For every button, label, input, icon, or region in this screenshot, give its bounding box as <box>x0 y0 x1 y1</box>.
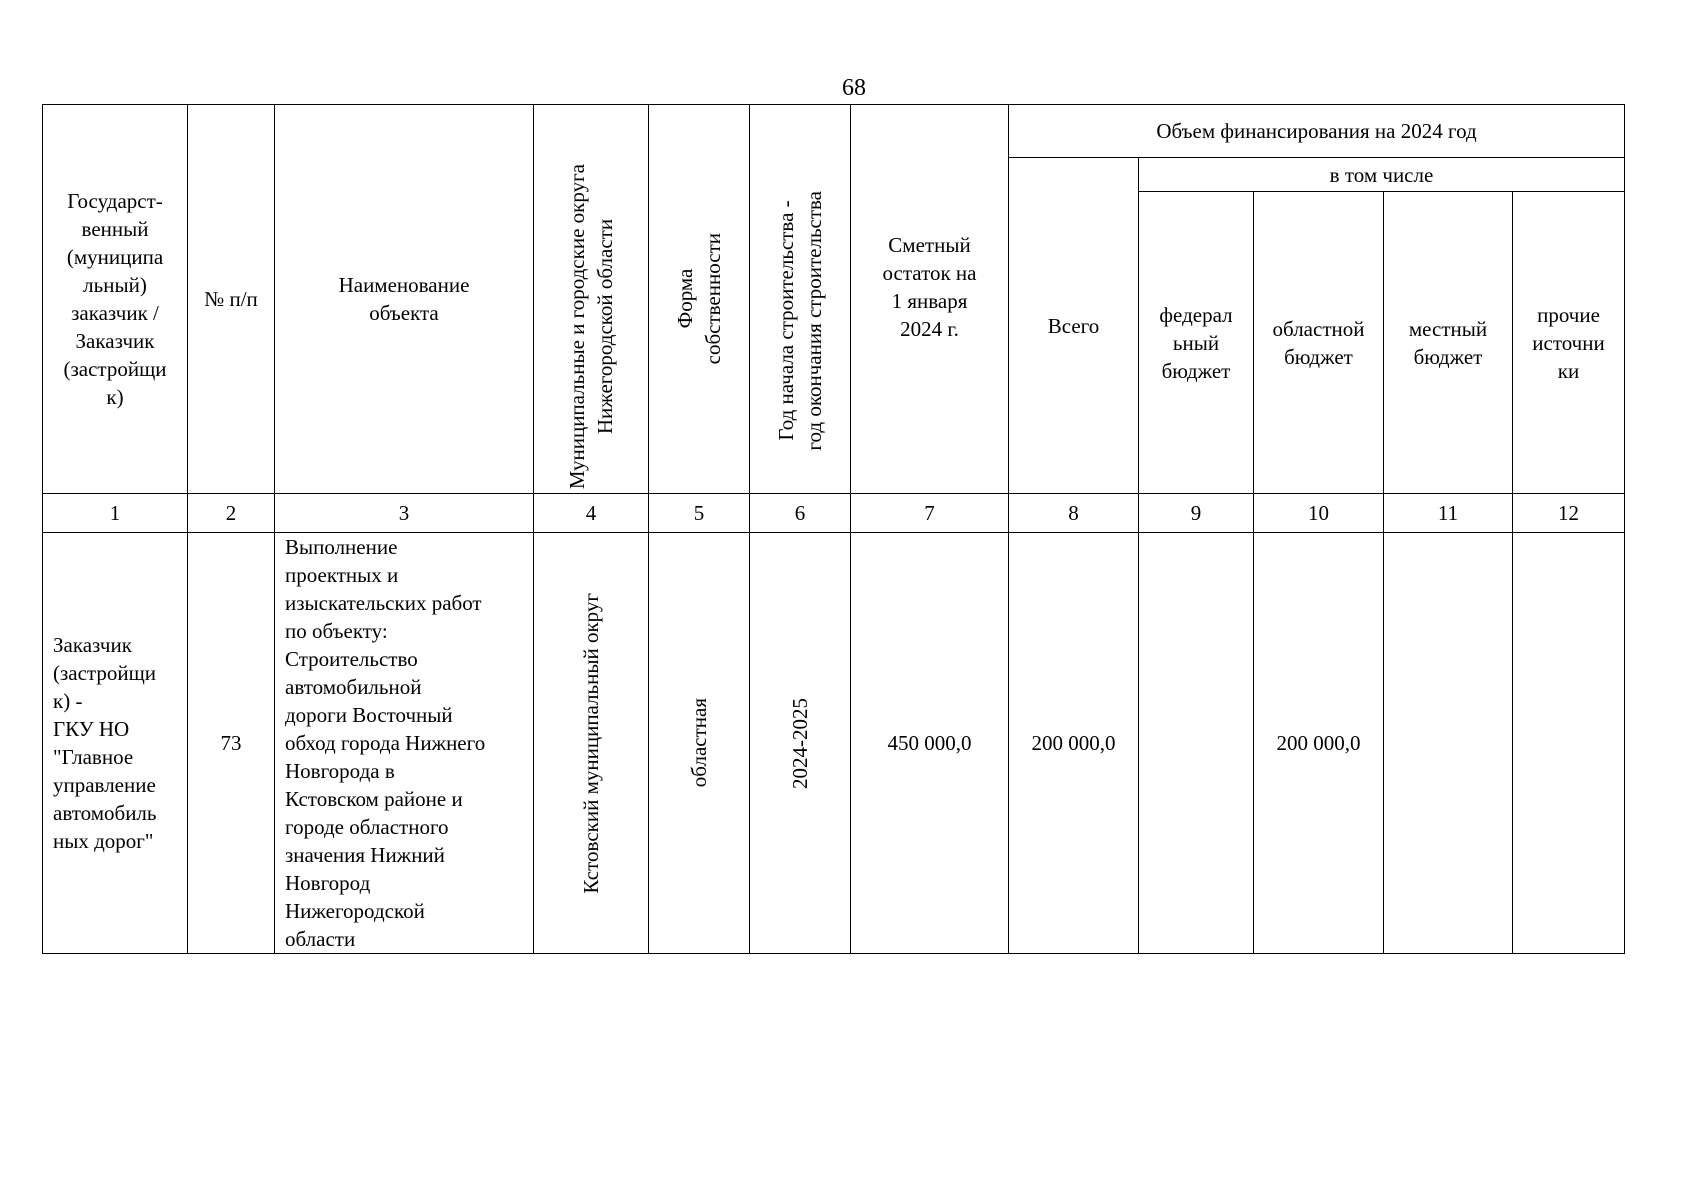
header-total: Всего <box>1009 158 1139 494</box>
header-number: № п/п <box>188 105 275 494</box>
column-number: 7 <box>851 494 1009 533</box>
cell-ownership <box>649 533 750 954</box>
cell-other-sources <box>1513 533 1625 954</box>
header-municipality <box>534 105 649 494</box>
header-ownership <box>649 105 750 494</box>
table-row <box>43 533 1625 954</box>
column-number: 3 <box>275 494 534 533</box>
column-number: 9 <box>1139 494 1254 533</box>
header-object-name: Наименование объекта <box>275 105 534 494</box>
column-number: 12 <box>1513 494 1625 533</box>
cell-estimated-balance: 450 000,0 <box>851 533 1009 954</box>
cell-object-name: Выполнение проектных и изыскательских работ по объекту: Строительство автомобильной дороги Восточный обход города Нижнего Новгорода в Кстовском районе и городе областного значения Нижний Новгород Нижегородской области <box>275 533 534 954</box>
cell-municipality-label: Кстовский муниципальный округ <box>579 592 603 894</box>
column-numbers-row <box>43 494 1625 533</box>
header-including-group: в том числе <box>1139 158 1625 192</box>
cell-years-label: 2024-2025 <box>788 697 812 789</box>
header-federal-budget: федерал ьный бюджет <box>1139 192 1254 494</box>
column-number: 6 <box>750 494 851 533</box>
cell-total: 200 000,0 <box>1009 533 1139 954</box>
header-ownership-label: Форма собственности <box>673 233 725 365</box>
cell-municipality <box>534 533 649 954</box>
cell-regional-budget: 200 000,0 <box>1254 533 1384 954</box>
header-estimated-balance: Сметный остаток на 1 января 2024 г. <box>851 105 1009 494</box>
cell-ownership-label: областная <box>687 698 711 788</box>
header-local-budget: местный бюджет <box>1384 192 1513 494</box>
page-number: 68 <box>842 75 866 101</box>
cell-federal-budget <box>1139 533 1254 954</box>
column-number: 11 <box>1384 494 1513 533</box>
cell-local-budget <box>1384 533 1513 954</box>
cell-number: 73 <box>188 533 275 954</box>
column-number: 5 <box>649 494 750 533</box>
cell-years <box>750 533 851 954</box>
financing-table <box>42 104 1625 954</box>
header-customer: Государст- венный (муниципа льный) заказчик / Заказчик (застройщи к) <box>43 105 188 494</box>
header-years-label: Год начала строительства - год окончания строительства <box>774 191 826 451</box>
header-row-1 <box>43 105 1625 158</box>
header-municipality-label: Муниципальные и городские округа Нижегородской области <box>565 163 617 489</box>
column-number: 10 <box>1254 494 1384 533</box>
header-other-sources: прочие источни ки <box>1513 192 1625 494</box>
header-years <box>750 105 851 494</box>
column-number: 8 <box>1009 494 1139 533</box>
column-number: 2 <box>188 494 275 533</box>
header-regional-budget: областной бюджет <box>1254 192 1384 494</box>
header-financing-group: Объем финансирования на 2024 год <box>1009 105 1625 158</box>
cell-customer: Заказчик (застройщи к) - ГКУ НО "Главное управление автомобиль ных дорог" <box>43 533 188 954</box>
column-number: 4 <box>534 494 649 533</box>
column-number: 1 <box>43 494 188 533</box>
